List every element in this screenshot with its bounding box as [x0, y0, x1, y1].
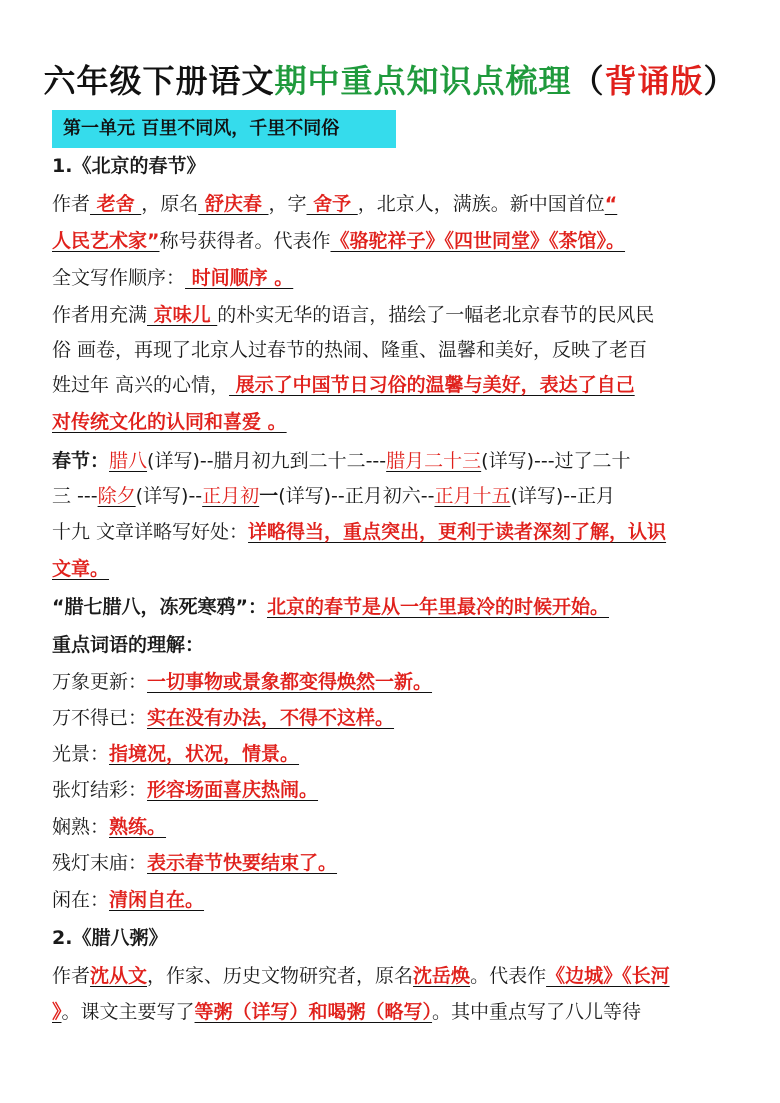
vocab-item: 万不得已：实在没有办法，不得不这样。 — [52, 707, 395, 729]
title-part-topic: 期中重点知识点梳理 — [274, 62, 572, 100]
paragraph-line: 全文写作顺序： 时间顺序 。 — [52, 267, 294, 289]
proverb-line: “腊七腊八，冻死寒鸦”：北京的春节是从一年里最冷的时候开始。 — [52, 596, 609, 618]
paragraph-line: 对传统文化的认同和喜爱 。 — [52, 411, 287, 433]
paragraph-line: 姓过年 高兴的心情， 展示了中国节日习俗的温馨与美好，表达了自己 — [52, 374, 635, 396]
unit-banner-text: 第一单元 百里不同风，千里不同俗 — [63, 118, 340, 139]
section-heading: 1.《北京的春节》 — [52, 155, 206, 177]
paragraph-line: 俗 画卷，再现了北京人过春节的热闹、隆重、温馨和美好，反映了老百 — [52, 339, 648, 361]
paragraph-line: 作者用充满 京味儿 的朴实无华的语言，描绘了一幅老北京春节的民风民 — [52, 304, 655, 326]
vocab-item: 张灯结彩：形容场面喜庆热闹。 — [52, 779, 319, 801]
festival-timeline-line: 三 ---除夕(详写)--正月初一(详写)--正月初六--正月十五(详写)--正月 — [52, 485, 616, 507]
paragraph-line: 人民艺术家”称号获得者。代表作《骆驼祥子》《四世同堂》《茶馆》。 — [52, 230, 626, 252]
title-part-version: 背诵版 — [604, 62, 704, 100]
page-title: 六年级下册语文期中重点知识点梳理（背诵版） — [43, 62, 737, 100]
title-part-grade: 六年级下册语文 — [43, 62, 275, 100]
paragraph-line: 文章。 — [52, 558, 110, 580]
unit-banner — [52, 110, 396, 148]
vocab-item: 闲在：清闲自在。 — [52, 889, 205, 911]
paragraph-line: 作者沈从文，作家、历史文物研究者，原名沈岳焕。代表作《边城》《长河 — [52, 965, 670, 987]
vocab-item: 光景：指境况，状况，情景。 — [52, 743, 300, 765]
section-heading: 2.《腊八粥》 — [52, 927, 168, 949]
vocab-item: 娴熟：熟练。 — [52, 816, 167, 838]
festival-timeline-line: 春节：腊八(详写)--腊月初九到二十二---腊月二十三(详写)---过了二十 — [52, 450, 631, 472]
vocab-heading: 重点词语的理解： — [52, 634, 205, 656]
paragraph-line: 十九 文章详略写好处：详略得当，重点突出，更利于读者深刻了解，认识 — [52, 521, 667, 543]
paragraph-line: 》。课文主要写了等粥（详写）和喝粥（略写）。其中重点写了八儿等待 — [52, 1001, 642, 1023]
vocab-item: 残灯末庙：表示春节快要结束了。 — [52, 852, 338, 874]
vocab-item: 万象更新：一切事物或景象都变得焕然一新。 — [52, 671, 433, 693]
paragraph-line: 作者 老舍 ，原名 舒庆春 ，字 舍予 ，北京人，满族。新中国首位“ — [52, 193, 618, 215]
